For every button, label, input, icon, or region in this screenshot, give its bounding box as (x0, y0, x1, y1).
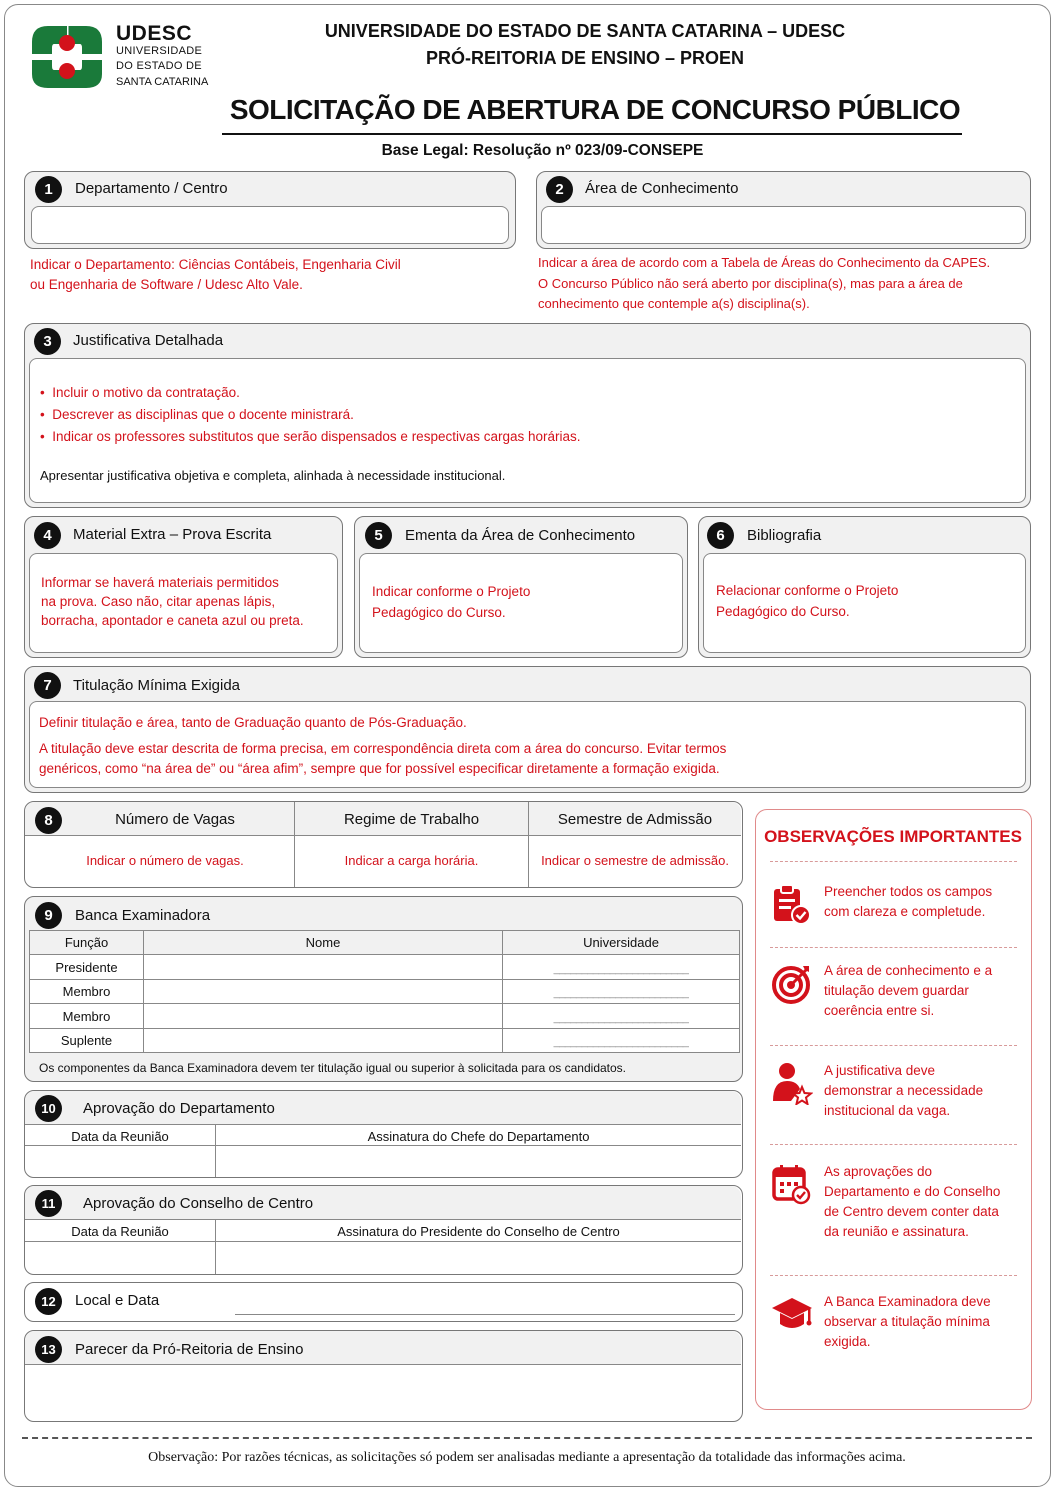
section-min-degree (24, 666, 1031, 793)
section-number: 4 (34, 522, 61, 549)
department-note-1: Indicar o Departamento: Ciências Contábeis, Engenharia Civil (30, 257, 401, 272)
note-item (770, 1061, 1017, 1121)
justification-input[interactable] (29, 358, 1026, 503)
justification-bullet: • Indicar os professores substitutos que serão dispensados e respectivas cargas horárias. (40, 429, 581, 444)
calendar-check-icon (770, 1162, 814, 1206)
section-title: Departamento / Centro (75, 180, 228, 197)
signature-header: Assinatura do Presidente do Conselho de Centro (337, 1224, 620, 1239)
meeting-date-input[interactable] (25, 1147, 214, 1177)
header-name: Nome (144, 931, 503, 955)
justification-bullet-text: Indicar os professores substitutos que serão dispensados e respectivas cargas horárias. (52, 429, 581, 444)
admission-semester-header: Semestre de Admissão (557, 811, 713, 828)
section-number: 12 (35, 1288, 62, 1315)
section-number: 2 (546, 176, 573, 203)
divider (770, 1275, 1017, 1276)
extra-material-note-2: na prova. Caso não, citar apenas lápis, (41, 594, 276, 609)
section-proen-opinion (24, 1330, 743, 1422)
work-regime-header: Regime de Trabalho (343, 811, 480, 828)
section-dept-approval (24, 1090, 743, 1178)
important-notes-title: OBSERVAÇÕES IMPORTANTES (764, 827, 1022, 846)
place-date-input[interactable] (235, 1289, 735, 1315)
section-exam-board (24, 896, 743, 1082)
university-input[interactable] (503, 955, 740, 980)
note-text: A área de conhecimento e a titulação devem guardar coerência entre si. (824, 963, 993, 1018)
section-vacancies (24, 801, 743, 888)
section-title: Material Extra – Prova Escrita (73, 526, 272, 543)
section-department (24, 171, 516, 249)
extra-material-note-1: Informar se haverá materiais permitidos (41, 575, 279, 590)
note-text: A justificativa deve demonstrar a necessidade institucional da vaga. (824, 1063, 984, 1118)
logo-line-1: UNIVERSIDADE (116, 45, 203, 57)
min-degree-note-2: A titulação deve estar descrita de forma precisa, em correspondência direta com a área do concurso. Evitar termos (39, 741, 727, 756)
clipboard-check-icon (770, 882, 814, 926)
section-number: 11 (35, 1190, 62, 1217)
section-number: 6 (707, 522, 734, 549)
syllabus-input[interactable] (359, 553, 683, 653)
section-title: Parecer da Pró-Reitoria de Ensino (75, 1341, 304, 1358)
title-underline (222, 133, 962, 135)
proen-opinion-input[interactable] (27, 1367, 739, 1419)
section-title: Aprovação do Departamento (83, 1100, 275, 1117)
note-text: A Banca Examinadora deve observar a titulação mínima exigida. (824, 1294, 991, 1349)
university-name: UNIVERSIDADE DO ESTADO DE SANTA CATARINA – UDESC (324, 21, 846, 41)
department-input[interactable] (31, 206, 509, 244)
divider (770, 1045, 1017, 1046)
justification-bullet: • Descrever as disciplinas que o docente ministrará. (40, 407, 354, 422)
note-item (770, 1162, 1017, 1242)
department-name: PRÓ-REITORIA DE ENSINO – PROEN (425, 48, 745, 68)
note-text: Preencher todos os campos com clareza e completude. (824, 884, 993, 919)
section-bibliography (698, 516, 1031, 658)
udesc-logo (32, 24, 102, 90)
section-number: 5 (365, 522, 392, 549)
justification-bullet-text: Descrever as disciplinas que o docente ministrará. (52, 407, 354, 422)
header-university: Universidade (503, 931, 740, 955)
meeting-date-input[interactable] (25, 1243, 214, 1273)
footer-note: Observação: Por razões técnicas, as solicitações só podem ser analisadas mediante a apresentação da totalidade das informações acima. (148, 1450, 906, 1465)
note-text: As aprovações do Departamento e do Conselho de Centro devem conter data da reunião e assinatura. (824, 1164, 1001, 1239)
logo-line-2: DO ESTADO DE (116, 60, 202, 72)
chief-signature-input[interactable] (217, 1147, 740, 1177)
logo-brand: UDESC (116, 22, 193, 45)
department-note-2: ou Engenharia de Software / Udesc Alto Vale. (30, 277, 303, 292)
section-syllabus (354, 516, 688, 658)
justification-bullet-text: Incluir o motivo da contratação. (52, 385, 240, 400)
bibliography-note-2: Pedagógico do Curso. (716, 604, 850, 619)
knowledge-area-input[interactable] (541, 206, 1026, 244)
meeting-date-header: Data da Reunião (71, 1224, 169, 1239)
divider (770, 861, 1017, 862)
extra-material-note-3: borracha, apontador e caneta azul ou preta. (41, 613, 304, 628)
section-number: 10 (35, 1095, 62, 1122)
target-icon (770, 961, 814, 1005)
university-input[interactable] (503, 980, 740, 1004)
section-title: Ementa da Área de Conhecimento (405, 527, 636, 544)
knowledge-area-note-3: conhecimento que contemple a(s) disciplina(s). (538, 296, 810, 311)
section-knowledge-area (536, 171, 1031, 249)
note-item (770, 961, 1017, 1021)
table-row (30, 1029, 740, 1053)
section-number: 9 (35, 902, 62, 929)
section-council-approval (24, 1185, 743, 1275)
name-input[interactable] (144, 1029, 503, 1053)
section-number: 8 (35, 807, 62, 834)
syllabus-note-1: Indicar conforme o Projeto (372, 584, 531, 599)
legal-basis: Base Legal: Resolução nº 023/09-CONSEPE (381, 142, 704, 159)
exam-board-footer: Os componentes da Banca Examinadora devem ter titulação igual ou superior à solicitada para os candidatos. (39, 1061, 627, 1075)
role-cell: Membro (30, 980, 144, 1004)
dept-approval-subheader-line (25, 1145, 741, 1146)
council-approval-subheader-line (25, 1241, 741, 1242)
name-input[interactable] (144, 980, 503, 1004)
signature-dashes: ________________________ (553, 1011, 689, 1024)
president-signature-input[interactable] (217, 1243, 740, 1273)
min-degree-note-3: genéricos, como “na área de” ou “área afim”, sempre que for possível especificar diretamente a formação exigida. (39, 761, 720, 776)
section-title: Local e Data (75, 1292, 160, 1309)
university-input[interactable] (503, 1029, 740, 1053)
min-degree-note-1: Definir titulação e área, tanto de Graduação quanto de Pós-Graduação. (39, 715, 467, 730)
knowledge-area-note-1: Indicar a área de acordo com a Tabela de Áreas do Conhecimento da CAPES. (538, 255, 991, 270)
knowledge-area-note-2: O Concurso Público não será aberto por disciplina(s), mas para a área de (538, 276, 963, 291)
section-number: 3 (34, 328, 61, 355)
page-title: SOLICITAÇÃO DE ABERTURA DE CONCURSO PÚBLICO (229, 94, 961, 125)
bibliography-note-1: Relacionar conforme o Projeto (716, 583, 899, 598)
logo-line-3: SANTA CATARINA (116, 76, 209, 88)
signature-dashes: ________________________ (553, 962, 689, 975)
signature-dashes: ________________________ (553, 987, 689, 999)
header-function: Função (30, 931, 144, 955)
vacancies-input[interactable]: Indicar o número de vagas. (86, 853, 244, 868)
justification-bullet: • Incluir o motivo da contratação. (40, 385, 240, 400)
section-number: 7 (34, 672, 61, 699)
graduation-cap-icon (770, 1292, 814, 1336)
role-cell: Presidente (30, 955, 144, 980)
note-item (770, 1292, 1017, 1352)
vacancies-header: Número de Vagas (115, 811, 235, 828)
footer-divider (22, 1437, 1032, 1439)
table-row (30, 1004, 740, 1029)
section-place-date (24, 1282, 743, 1322)
justification-text: Apresentar justificativa objetiva e completa, alinhada à necessidade institucional. (40, 468, 506, 483)
section-number: 1 (35, 176, 62, 203)
section-title: Aprovação do Conselho de Centro (83, 1195, 314, 1212)
min-degree-input[interactable] (29, 701, 1026, 788)
name-input[interactable] (144, 955, 503, 980)
signature-dashes: ________________________ (553, 1036, 689, 1048)
section-title: Área de Conhecimento (585, 180, 739, 197)
meeting-date-header: Data da Reunião (71, 1129, 169, 1144)
extra-material-input[interactable] (29, 553, 338, 653)
section-title: Bibliografia (747, 527, 822, 544)
divider (770, 947, 1017, 948)
role-cell: Suplente (30, 1029, 144, 1053)
section-number: 13 (35, 1336, 62, 1363)
table-row (30, 955, 740, 980)
signature-header: Assinatura do Chefe do Departamento (367, 1129, 590, 1144)
exam-board-table (29, 930, 740, 1053)
role-cell: Membro (30, 1004, 144, 1029)
section-title: Banca Examinadora (75, 907, 211, 924)
name-input[interactable] (144, 1004, 503, 1029)
university-input[interactable] (503, 1004, 740, 1029)
section-title: Titulação Mínima Exigida (73, 677, 241, 694)
section-justification (24, 323, 1031, 508)
bibliography-input[interactable] (703, 553, 1026, 653)
syllabus-note-2: Pedagógico do Curso. (372, 605, 506, 620)
section-extra-material (24, 516, 343, 658)
person-star-icon (770, 1061, 814, 1105)
note-item (770, 882, 1017, 926)
work-regime-input[interactable]: Indicar a carga horária. (344, 853, 479, 868)
admission-semester-input[interactable]: Indicar o semestre de admissão. (541, 853, 729, 868)
section-title: Justificativa Detalhada (73, 332, 224, 349)
important-notes-panel (755, 809, 1032, 1410)
table-row (30, 980, 740, 1004)
divider (770, 1144, 1017, 1145)
